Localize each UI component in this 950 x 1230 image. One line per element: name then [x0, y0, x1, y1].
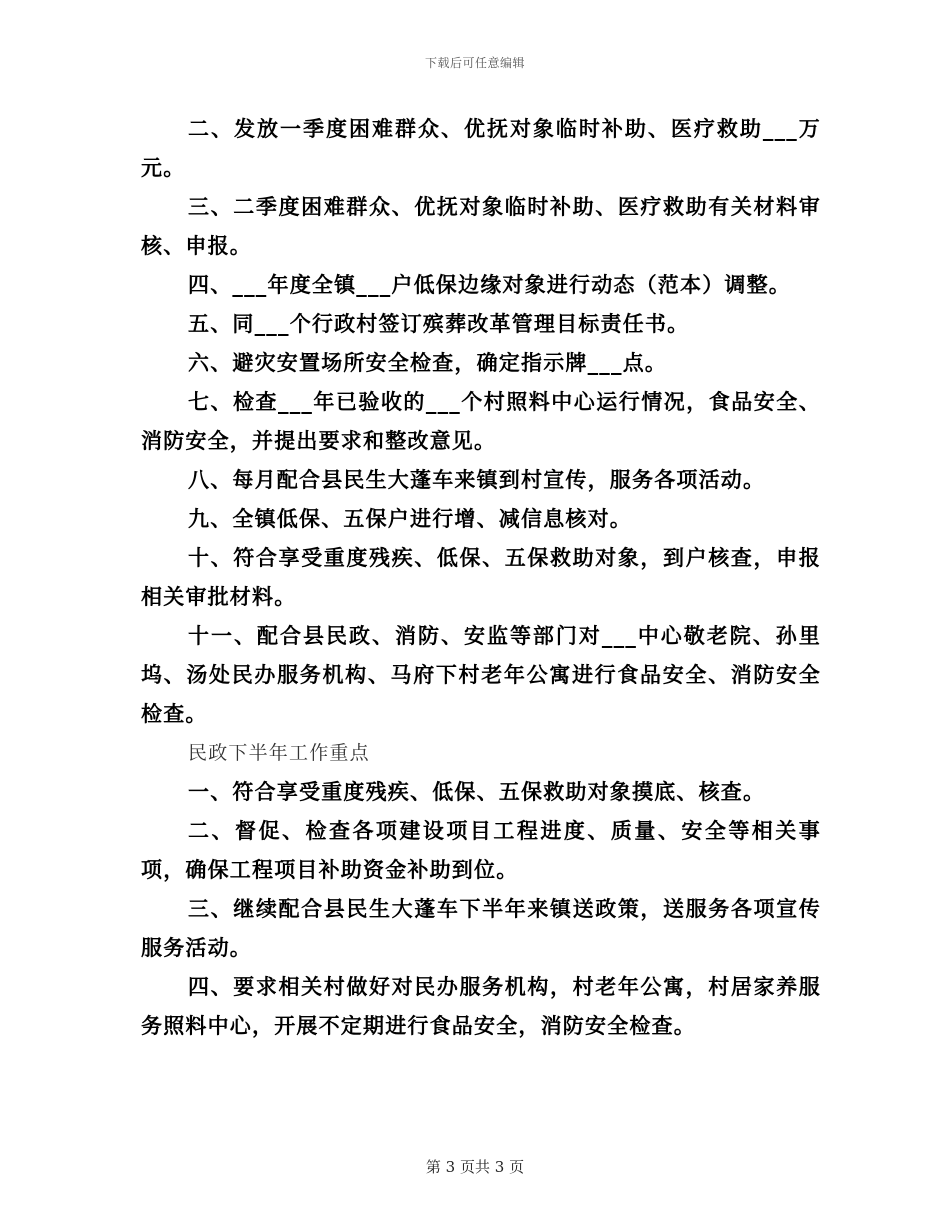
paragraph: 十一、配合县民政、消防、安监等部门对___中心敬老院、孙里坞、汤处民办服务机构、马府下村老年公寓进行食品安全、消防安全检查。 [141, 624, 821, 726]
paragraph: 五、同___个行政村签订殡葬改革管理目标责任书。 [188, 312, 690, 336]
paragraph: 二、督促、检查各项建设项目工程进度、质量、安全等相关事项，确保工程项目补助资金补助到位。 [141, 819, 821, 882]
paragraph: 一、符合享受重度残疾、低保、五保救助对象摸底、核查。 [188, 780, 766, 804]
paragraph: 九、全镇低保、五保户进行增、减信息核对。 [188, 507, 632, 531]
paragraph: 三、二季度困难群众、优抚对象临时补助、医疗救助有关材料审核、申报。 [141, 195, 821, 258]
paragraph: 四、___年度全镇___户低保边缘对象进行动态（范本）调整。 [188, 273, 791, 297]
page-header: 下载后可任意编辑 [424, 56, 525, 70]
paragraph: 四、要求相关村做好对民办服务机构，村老年公寓，村居家养服务照料中心，开展不定期进行食品安全，消防安全检查。 [141, 975, 821, 1038]
paragraph: 八、每月配合县民生大蓬车来镇到村宣传，服务各项活动。 [188, 468, 766, 492]
page-number: 第 3 页共 3 页 [425, 1158, 525, 1176]
paragraph: 二、发放一季度困难群众、优抚对象临时补助、医疗救助___万元。 [141, 117, 821, 180]
paragraph: 三、继续配合县民生大蓬车下半年来镇送政策，送服务各项宣传服务活动。 [141, 897, 821, 960]
section-heading: 民政下半年工作重点 [188, 742, 370, 764]
paragraph: 七、检查___年已验收的___个村照料中心运行情况，食品安全、消防安全，并提出要求和整改意见。 [141, 390, 821, 453]
paragraph: 六、避灾安置场所安全检查，确定指示牌___点。 [188, 351, 668, 375]
paragraph: 十、符合享受重度残疾、低保、五保救助对象，到户核查，申报相关审批材料。 [141, 546, 821, 609]
document-body [141, 110, 821, 1046]
